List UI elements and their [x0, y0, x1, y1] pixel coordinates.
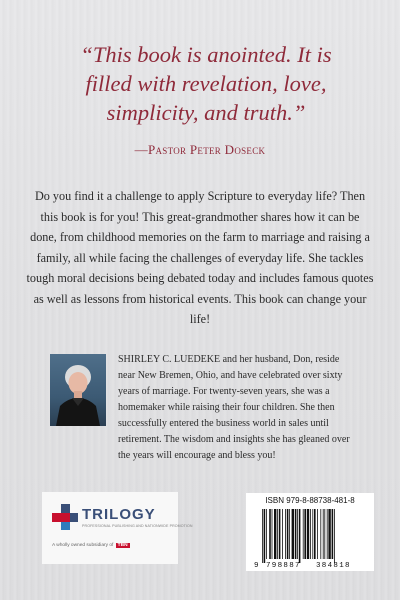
barcode-image: [252, 507, 368, 569]
barcode-bar: [279, 509, 281, 559]
author-portrait-image: [50, 354, 106, 426]
trilogy-logo-icon: [52, 504, 78, 530]
barcode-bar: [292, 509, 294, 559]
barcode-bar: [277, 509, 278, 559]
barcode-bar: [269, 509, 271, 559]
isbn-number: ISBN 979-8-88738-481-8: [265, 496, 355, 505]
barcode-bar: [297, 509, 298, 559]
author-bio: SHIRLEY C. LUEDEKE and her husband, Don, reside near New Bremen, Ohio, and have celebrated over sixty years of marriage. For twenty-seven years, she was a homemaker while raising their four children. She then successfully entered the business world in sales until retirement. The wisdom and insights she has gleaned over the years will encourage and bless you!: [118, 354, 350, 461]
barcode-left-digits: 798887: [266, 562, 301, 569]
barcode-bar: [312, 509, 313, 559]
endorsement-quote: “This book is anointed. It is filled with revelation, love, simplicity, and truth.”: [80, 42, 332, 125]
barcode-box: [246, 493, 374, 571]
publisher-name: TRILOGY: [82, 506, 156, 523]
publisher-subsidiary-line: [52, 543, 130, 548]
barcode-bar: [303, 509, 304, 559]
barcode-bar: [289, 509, 290, 559]
barcode-bar: [304, 509, 306, 559]
barcode-right-digits: 384818: [316, 562, 351, 569]
barcode-bar: [299, 509, 301, 563]
barcode-bar: [327, 509, 328, 559]
barcode-bar: [282, 509, 283, 559]
endorsement-attribution: —Pastor Peter Doseck: [134, 142, 266, 157]
barcode-bar: [328, 509, 330, 559]
tbn-badge: TBN: [117, 543, 128, 548]
barcode-bar: [317, 509, 318, 559]
barcode-bar: [285, 509, 286, 559]
publisher-logo: [42, 492, 193, 564]
author-photo: [50, 354, 106, 426]
barcode-bar: [320, 509, 321, 559]
barcode-bar: [307, 509, 309, 559]
barcode-bar: [295, 509, 297, 559]
barcode-bar: [274, 509, 276, 559]
barcode-bar: [264, 509, 266, 563]
barcode-lead-digit: 9: [254, 562, 259, 569]
book-description: Do you find it a challenge to apply Scripture to everyday life? Then this book is for you! This great-grandmother shares how it can be done, from childhood memories on the farm to marriage and raising a family, all while facing the challenges of everyday life. She tackles tough moral decisions being debated today and includes famous quotes as well as lessons from historical events. This book can change your life!: [26, 189, 374, 326]
barcode-bar: [266, 509, 267, 559]
barcode-bar: [332, 509, 334, 559]
publisher-tagline: PROFESSIONAL PUBLISHING AND NATIONWIDE PROMOTION: [82, 524, 193, 528]
barcode-bar: [262, 509, 263, 563]
barcode-bar: [334, 509, 335, 563]
barcode-bar: [324, 509, 325, 559]
barcode-bar: [287, 509, 289, 559]
barcode-bar: [314, 509, 316, 559]
barcode-bar: [323, 509, 324, 559]
subsidiary-text: A wholly owned subsidiary of: [52, 543, 114, 548]
barcode-bar: [272, 509, 273, 559]
barcode-bar: [310, 509, 311, 559]
